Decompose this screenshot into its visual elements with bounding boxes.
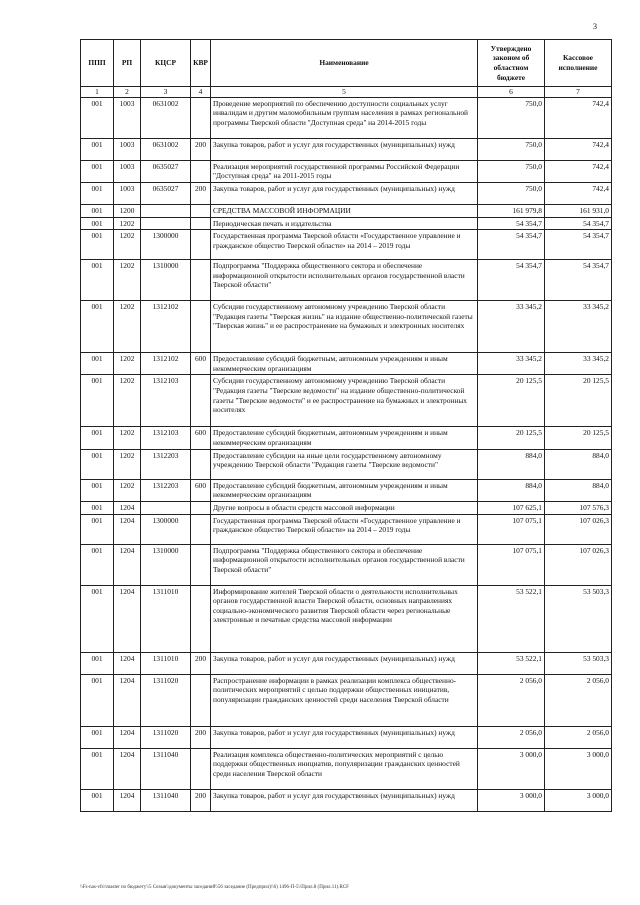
table-row bbox=[81, 674, 612, 726]
cell-kvr bbox=[191, 674, 211, 726]
cell-ppp: 001 bbox=[81, 514, 114, 544]
cell-approved: 107 625,1 bbox=[478, 501, 545, 514]
cell-executed: 742,4 bbox=[545, 160, 612, 182]
table-row bbox=[81, 726, 612, 748]
cell-name: Предоставление субсидии на иные цели государственному автономному учреждению Тверской области "Редакция газеты "Тверские ведомости" bbox=[211, 449, 478, 479]
table-row bbox=[81, 97, 612, 138]
cell-ppp: 001 bbox=[81, 301, 114, 353]
cell-executed: 33 345,2 bbox=[545, 353, 612, 375]
cell-kvr: 600 bbox=[191, 479, 211, 501]
cell-rp: 1202 bbox=[114, 427, 141, 449]
cell-name: Проведение мероприятий по обеспечению доступности социальных услуг инвалидам и другим маломобильным группам населения в рамках региональной программы Тверской области "Доступная среда" на 2014-2015 годы bbox=[211, 97, 478, 138]
cell-approved: 54 354,7 bbox=[478, 230, 545, 260]
cell-kvr bbox=[191, 160, 211, 182]
cell-kcsr: 1312203 bbox=[141, 449, 191, 479]
cell-rp: 1202 bbox=[114, 353, 141, 375]
cell-kvr bbox=[191, 501, 211, 514]
cell-kvr: 200 bbox=[191, 726, 211, 748]
cell-executed: 20 125,5 bbox=[545, 375, 612, 427]
table-row bbox=[81, 479, 612, 501]
cell-executed: 3 000,0 bbox=[545, 748, 612, 789]
cell-executed: 3 000,0 bbox=[545, 789, 612, 811]
cell-name: Другие вопросы в области средств массовой информации bbox=[211, 501, 478, 514]
cell-rp: 1204 bbox=[114, 544, 141, 585]
cell-ppp: 001 bbox=[81, 479, 114, 501]
cell-ppp: 001 bbox=[81, 585, 114, 652]
cell-ppp: 001 bbox=[81, 652, 114, 674]
table-row bbox=[81, 652, 612, 674]
cell-kcsr: 1311040 bbox=[141, 789, 191, 811]
cell-name: Государственная программа Тверской области «Государственное управление и гражданское общество Тверской области» на 2014 – 2019 годы bbox=[211, 514, 478, 544]
cell-rp: 1003 bbox=[114, 97, 141, 138]
cell-ppp: 001 bbox=[81, 260, 114, 301]
cell-kvr: 200 bbox=[191, 789, 211, 811]
cell-executed: 107 576,3 bbox=[545, 501, 612, 514]
table-row bbox=[81, 585, 612, 652]
cell-approved: 54 354,7 bbox=[478, 217, 545, 230]
table-body bbox=[81, 97, 612, 811]
table-row bbox=[81, 138, 612, 160]
cell-kvr bbox=[191, 514, 211, 544]
cell-kcsr: 1312103 bbox=[141, 375, 191, 427]
cell-name: Реализация мероприятий государственной программы Российской Федерации "Доступная среда" на 2011-2015 годы bbox=[211, 160, 478, 182]
cell-rp: 1202 bbox=[114, 375, 141, 427]
cell-approved: 3 000,0 bbox=[478, 789, 545, 811]
cell-ppp: 001 bbox=[81, 427, 114, 449]
cell-rp: 1202 bbox=[114, 260, 141, 301]
cell-name: Предоставление субсидий бюджетным, автономным учреждениям и иным некоммерческим организациям bbox=[211, 353, 478, 375]
cell-kvr bbox=[191, 230, 211, 260]
table-row bbox=[81, 748, 612, 789]
cell-kvr bbox=[191, 449, 211, 479]
cell-approved: 20 125,5 bbox=[478, 427, 545, 449]
cell-name: Предоставление субсидий бюджетным, автономным учреждениям и иным некоммерческим организациям bbox=[211, 479, 478, 501]
col-index: 5 bbox=[211, 87, 478, 98]
col-index: 7 bbox=[545, 87, 612, 98]
cell-executed: 884,0 bbox=[545, 449, 612, 479]
col-header-kvr: КВР bbox=[191, 40, 211, 87]
cell-name: Закупка товаров, работ и услуг для государственных (муниципальных) нужд bbox=[211, 789, 478, 811]
cell-name: Государственная программа Тверской области «Государственное управление и гражданское общество Тверской области» на 2014 – 2019 годы bbox=[211, 230, 478, 260]
cell-executed: 2 056,0 bbox=[545, 726, 612, 748]
col-header-name: Наименование bbox=[211, 40, 478, 87]
cell-kvr bbox=[191, 97, 211, 138]
cell-rp: 1204 bbox=[114, 585, 141, 652]
cell-kcsr: 1312102 bbox=[141, 301, 191, 353]
cell-name: Закупка товаров, работ и услуг для государственных (муниципальных) нужд bbox=[211, 652, 478, 674]
cell-approved: 2 056,0 bbox=[478, 674, 545, 726]
cell-rp: 1202 bbox=[114, 301, 141, 353]
table-row bbox=[81, 160, 612, 182]
cell-kcsr: 1311010 bbox=[141, 652, 191, 674]
col-index: 4 bbox=[191, 87, 211, 98]
cell-kvr bbox=[191, 375, 211, 427]
cell-rp: 1204 bbox=[114, 726, 141, 748]
cell-executed: 2 056,0 bbox=[545, 674, 612, 726]
cell-rp: 1202 bbox=[114, 479, 141, 501]
cell-kvr: 200 bbox=[191, 138, 211, 160]
cell-name: Подпрограмма "Поддержка общественного сектора и обеспечение информационной открытости исполнительных органов государственной власти Тверской области" bbox=[211, 260, 478, 301]
cell-approved: 33 345,2 bbox=[478, 301, 545, 353]
cell-approved: 750,0 bbox=[478, 160, 545, 182]
column-index-row bbox=[81, 87, 612, 98]
table-row bbox=[81, 230, 612, 260]
cell-name: Субсидии государственному автономному учреждению Тверской области "Редакция газеты "Тверская жизнь" на издание общественно-политической газеты "Тверская жизнь" и ее распространение на бумажных и электронных носителях bbox=[211, 301, 478, 353]
cell-rp: 1200 bbox=[114, 204, 141, 217]
cell-approved: 750,0 bbox=[478, 138, 545, 160]
cell-rp: 1003 bbox=[114, 182, 141, 204]
cell-ppp: 001 bbox=[81, 182, 114, 204]
cell-kvr bbox=[191, 544, 211, 585]
cell-rp: 1003 bbox=[114, 160, 141, 182]
cell-executed: 54 354,7 bbox=[545, 230, 612, 260]
col-header-rp: РП bbox=[114, 40, 141, 87]
cell-kcsr bbox=[141, 204, 191, 217]
cell-rp: 1204 bbox=[114, 674, 141, 726]
col-header-ppp: ППП bbox=[81, 40, 114, 87]
cell-ppp: 001 bbox=[81, 217, 114, 230]
table-row bbox=[81, 260, 612, 301]
cell-rp: 1202 bbox=[114, 449, 141, 479]
cell-executed: 20 125,5 bbox=[545, 427, 612, 449]
cell-rp: 1202 bbox=[114, 217, 141, 230]
table-row bbox=[81, 501, 612, 514]
cell-name: Субсидии государственному автономному учреждению Тверской области "Редакция газеты "Тверские ведомости" на издание общественно-политической газеты "Тверские ведомости" и ее распространение на бумажных и электронных носителях bbox=[211, 375, 478, 427]
cell-ppp: 001 bbox=[81, 674, 114, 726]
cell-approved: 161 979,8 bbox=[478, 204, 545, 217]
col-header-executed: Кассовое исполнение bbox=[545, 40, 612, 87]
cell-ppp: 001 bbox=[81, 353, 114, 375]
budget-table bbox=[80, 39, 612, 812]
cell-approved: 884,0 bbox=[478, 479, 545, 501]
col-index: 2 bbox=[114, 87, 141, 98]
cell-executed: 54 354,7 bbox=[545, 260, 612, 301]
cell-kvr: 200 bbox=[191, 652, 211, 674]
table-row bbox=[81, 375, 612, 427]
cell-rp: 1204 bbox=[114, 501, 141, 514]
cell-ppp: 001 bbox=[81, 449, 114, 479]
col-header-kcsr: КЦСР bbox=[141, 40, 191, 87]
cell-name: Подпрограмма "Поддержка общественного сектора и обеспечение информационной открытости исполнительных органов государственной власти Тверской области" bbox=[211, 544, 478, 585]
header-row bbox=[81, 40, 612, 87]
cell-executed: 33 345,2 bbox=[545, 301, 612, 353]
cell-kvr: 200 bbox=[191, 182, 211, 204]
cell-executed: 107 026,3 bbox=[545, 544, 612, 585]
cell-kcsr: 1311040 bbox=[141, 748, 191, 789]
table-row bbox=[81, 182, 612, 204]
table-row bbox=[81, 789, 612, 811]
cell-approved: 750,0 bbox=[478, 97, 545, 138]
cell-kcsr: 1310000 bbox=[141, 260, 191, 301]
cell-name: Предоставление субсидий бюджетным, автономным учреждениям и иным некоммерческим организациям bbox=[211, 427, 478, 449]
cell-kcsr bbox=[141, 217, 191, 230]
cell-rp: 1202 bbox=[114, 230, 141, 260]
cell-name: Периодическая печать и издательства bbox=[211, 217, 478, 230]
cell-ppp: 001 bbox=[81, 544, 114, 585]
cell-ppp: 001 bbox=[81, 97, 114, 138]
cell-kvr bbox=[191, 260, 211, 301]
cell-ppp: 001 bbox=[81, 375, 114, 427]
cell-kvr bbox=[191, 301, 211, 353]
cell-ppp: 001 bbox=[81, 789, 114, 811]
cell-rp: 1003 bbox=[114, 138, 141, 160]
cell-rp: 1204 bbox=[114, 652, 141, 674]
cell-ppp: 001 bbox=[81, 501, 114, 514]
table-row bbox=[81, 301, 612, 353]
cell-name: Реализация комплекса общественно-политических мероприятий с целью поддержки общественных инициатив, популяризации гражданских ценностей среди населения Тверской области bbox=[211, 748, 478, 789]
cell-kvr bbox=[191, 748, 211, 789]
cell-executed: 53 503,3 bbox=[545, 652, 612, 674]
cell-name: Закупка товаров, работ и услуг для государственных (муниципальных) нужд bbox=[211, 726, 478, 748]
cell-approved: 3 000,0 bbox=[478, 748, 545, 789]
cell-rp: 1204 bbox=[114, 789, 141, 811]
table-row bbox=[81, 514, 612, 544]
cell-ppp: 001 bbox=[81, 748, 114, 789]
cell-ppp: 001 bbox=[81, 204, 114, 217]
cell-approved: 53 522,1 bbox=[478, 652, 545, 674]
cell-approved: 20 125,5 bbox=[478, 375, 545, 427]
cell-name: Информирование жителей Тверской области о деятельности исполнительных органов государственной власти Тверской области, основных направлениях социально-экономического развития Тверской области через региональные электронные и печатные средства массовой информации bbox=[211, 585, 478, 652]
cell-name: Закупка товаров, работ и услуг для государственных (муниципальных) нужд bbox=[211, 182, 478, 204]
cell-approved: 53 522,1 bbox=[478, 585, 545, 652]
cell-kcsr: 0635027 bbox=[141, 160, 191, 182]
cell-kcsr: 1311020 bbox=[141, 726, 191, 748]
table-row bbox=[81, 204, 612, 217]
cell-approved: 884,0 bbox=[478, 449, 545, 479]
cell-kcsr: 0635027 bbox=[141, 182, 191, 204]
table-row bbox=[81, 544, 612, 585]
cell-kvr: 600 bbox=[191, 353, 211, 375]
cell-executed: 884,0 bbox=[545, 479, 612, 501]
cell-ppp: 001 bbox=[81, 160, 114, 182]
col-index: 1 bbox=[81, 87, 114, 98]
cell-executed: 161 931,0 bbox=[545, 204, 612, 217]
cell-name: Распространение информации в рамках реализации комплекса общественно-политических мероприятий с целью поддержки общественных инициатив, популяризации гражданских ценностей среди населения Тверской области bbox=[211, 674, 478, 726]
cell-kcsr: 1312203 bbox=[141, 479, 191, 501]
cell-rp: 1204 bbox=[114, 748, 141, 789]
page-number: 3 bbox=[593, 22, 597, 31]
cell-kcsr: 1312103 bbox=[141, 427, 191, 449]
cell-kcsr bbox=[141, 501, 191, 514]
cell-kcsr: 0631002 bbox=[141, 97, 191, 138]
cell-kvr bbox=[191, 585, 211, 652]
cell-rp: 1204 bbox=[114, 514, 141, 544]
footer-file-path: \\Fs-nas-vfs\\master по бюджету\\5 Созыв\\документы заседаний\\56 заседание (Предприл)\\6) 1496-П-5\\Прил.8 (Прил.11).RCF bbox=[80, 885, 349, 890]
cell-executed: 742,4 bbox=[545, 138, 612, 160]
cell-ppp: 001 bbox=[81, 138, 114, 160]
col-index: 3 bbox=[141, 87, 191, 98]
cell-approved: 2 056,0 bbox=[478, 726, 545, 748]
cell-kcsr: 1300000 bbox=[141, 514, 191, 544]
cell-kvr bbox=[191, 204, 211, 217]
cell-ppp: 001 bbox=[81, 230, 114, 260]
cell-kcsr: 1310000 bbox=[141, 544, 191, 585]
cell-ppp: 001 bbox=[81, 726, 114, 748]
cell-approved: 107 075,1 bbox=[478, 514, 545, 544]
col-header-approved: Утверждено законом об областном бюджете bbox=[478, 40, 545, 87]
cell-kvr bbox=[191, 217, 211, 230]
cell-kcsr: 1311020 bbox=[141, 674, 191, 726]
cell-name: СРЕДСТВА МАССОВОЙ ИНФОРМАЦИИ bbox=[211, 204, 478, 217]
cell-kcsr: 0631002 bbox=[141, 138, 191, 160]
cell-kcsr: 1311010 bbox=[141, 585, 191, 652]
cell-executed: 742,4 bbox=[545, 97, 612, 138]
table-row bbox=[81, 217, 612, 230]
table-row bbox=[81, 353, 612, 375]
col-index: 6 bbox=[478, 87, 545, 98]
cell-approved: 54 354,7 bbox=[478, 260, 545, 301]
table-row bbox=[81, 427, 612, 449]
cell-executed: 54 354,7 bbox=[545, 217, 612, 230]
cell-kvr: 600 bbox=[191, 427, 211, 449]
cell-executed: 53 503,3 bbox=[545, 585, 612, 652]
cell-approved: 33 345,2 bbox=[478, 353, 545, 375]
cell-name: Закупка товаров, работ и услуг для государственных (муниципальных) нужд bbox=[211, 138, 478, 160]
cell-executed: 107 026,3 bbox=[545, 514, 612, 544]
cell-kcsr: 1312102 bbox=[141, 353, 191, 375]
table-row bbox=[81, 449, 612, 479]
cell-approved: 750,0 bbox=[478, 182, 545, 204]
cell-executed: 742,4 bbox=[545, 182, 612, 204]
cell-approved: 107 075,1 bbox=[478, 544, 545, 585]
cell-kcsr: 1300000 bbox=[141, 230, 191, 260]
